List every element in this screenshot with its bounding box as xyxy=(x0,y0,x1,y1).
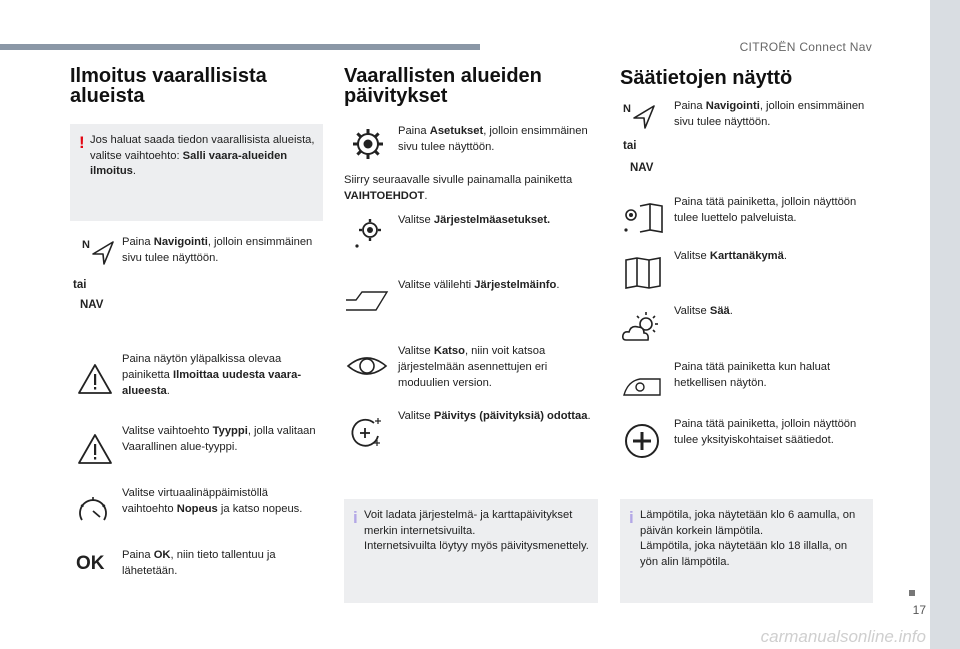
warning-note xyxy=(70,124,323,221)
section-title: Vaarallisten alueiden päivitykset xyxy=(344,65,542,107)
section-title: Ilmoitus vaarallisista alueista xyxy=(70,65,267,107)
step-speed: Valitse virtuaalinäppäimistöllä vaihtoehto Nopeus ja katso nopeus. xyxy=(122,487,303,515)
info-note xyxy=(620,499,873,603)
nav-button[interactable]: NAV xyxy=(80,299,104,311)
warning-mark-icon: ! xyxy=(79,133,85,152)
options-paragraph: Siirry seuraavalle sivulle painamalla painiketta VAIHTOEHDOT. xyxy=(344,174,573,202)
navigation-icon[interactable] xyxy=(81,236,115,268)
column-hazard-updates xyxy=(344,65,600,552)
step-system-settings: Valitse Järjestelmäasetukset. xyxy=(398,214,551,226)
weather-details-plus-icon[interactable] xyxy=(622,422,662,460)
step-updates: Valitse Päivitys (päivityksiä) odottaa. xyxy=(398,410,591,422)
svg-text:N: N xyxy=(82,239,90,251)
weather-icon[interactable] xyxy=(620,310,664,344)
warning-note-text: Jos haluat saada tiedon vaarallisista alueista, valitse vaihtoehto: Salli vaara-alueiden ilmoitus. xyxy=(90,134,315,177)
step-system-info: Valitse välilehti Järjestelmäinfo. xyxy=(398,279,560,291)
svg-text:N: N xyxy=(623,103,631,115)
gear-icon[interactable] xyxy=(350,126,386,162)
step-navigation: Paina Navigointi, jolloin ensimmäinen sivu tulee näyttöön. xyxy=(674,100,865,128)
system-info-tab-icon[interactable] xyxy=(344,288,390,314)
step-instant-display: Paina tätä painiketta kun haluat hetkellisen näytön. xyxy=(674,361,831,389)
info-note-text: Voit ladata järjestelmä- ja karttapäivitykset merkin internetsivuilta. Internetsivuilta löytyy myös päivitysmenettely. xyxy=(364,509,589,552)
section-title: Säätietojen näyttö xyxy=(620,67,793,89)
step-view: Valitse Katso, niin voit katsoa järjestelmään asennettujen eri moduulien version. xyxy=(398,345,548,389)
brand-label: CITROËN Connect Nav xyxy=(739,40,872,54)
map-services-icon[interactable] xyxy=(622,202,664,234)
step-select-type: Valitse vaihtoehto Tyyppi, jolla valitaan Vaarallinen alue-tyyppi. xyxy=(122,425,316,453)
warning-triangle-icon[interactable] xyxy=(76,362,114,396)
watermark: carmanualsonline.info xyxy=(760,627,926,646)
column-weather xyxy=(620,66,874,568)
page-number: 17 xyxy=(912,603,926,617)
column-hazard-reporting xyxy=(70,65,324,577)
info-mark-icon: i xyxy=(629,508,634,527)
speedometer-icon[interactable] xyxy=(75,494,111,526)
eye-icon[interactable] xyxy=(346,352,388,380)
or-label: tai xyxy=(623,140,637,152)
page-side-strip xyxy=(930,0,960,649)
step-weather-details: Paina tätä painiketta, jolloin näyttöön tulee yksityiskohtaiset säätiedot. xyxy=(674,418,857,446)
ok-button[interactable]: OK xyxy=(76,553,105,574)
step-services-list: Paina tätä painiketta, jolloin näyttöön tulee luettelo palveluista. xyxy=(674,196,857,224)
step-navigation: Paina Navigointi, jolloin ensimmäinen sivu tulee näyttöön. xyxy=(122,236,313,264)
step-confirm: Paina OK, niin tieto tallentuu ja lähetetään. xyxy=(122,549,276,577)
info-note xyxy=(344,499,598,603)
warning-triangle-icon[interactable] xyxy=(76,432,114,466)
map-view-icon[interactable] xyxy=(624,256,662,290)
or-label: tai xyxy=(73,279,87,291)
system-settings-icon[interactable] xyxy=(352,216,384,250)
step-settings: Paina Asetukset, jolloin ensimmäinen sivu tulee näyttöön. xyxy=(398,125,588,153)
nav-button[interactable]: NAV xyxy=(630,162,654,174)
page-marker xyxy=(909,590,915,596)
step-report-hazard: Paina näytön yläpalkissa olevaa painiketta Ilmoittaa uudesta vaara-alueesta. xyxy=(122,353,302,397)
step-map-view: Valitse Karttanäkymä. xyxy=(674,250,787,262)
info-note-text: Lämpötila, joka näytetään klo 6 aamulla, on päivän korkein lämpötila. Lämpötila, joka näytetään klo 18 illalla, on yön alin lämpötila. xyxy=(640,509,856,568)
info-mark-icon: i xyxy=(353,508,358,527)
update-pending-icon[interactable] xyxy=(348,416,384,450)
header-bar xyxy=(0,44,480,50)
instant-display-icon[interactable] xyxy=(620,375,664,399)
step-weather: Valitse Sää. xyxy=(674,305,733,317)
navigation-icon[interactable] xyxy=(622,100,656,132)
